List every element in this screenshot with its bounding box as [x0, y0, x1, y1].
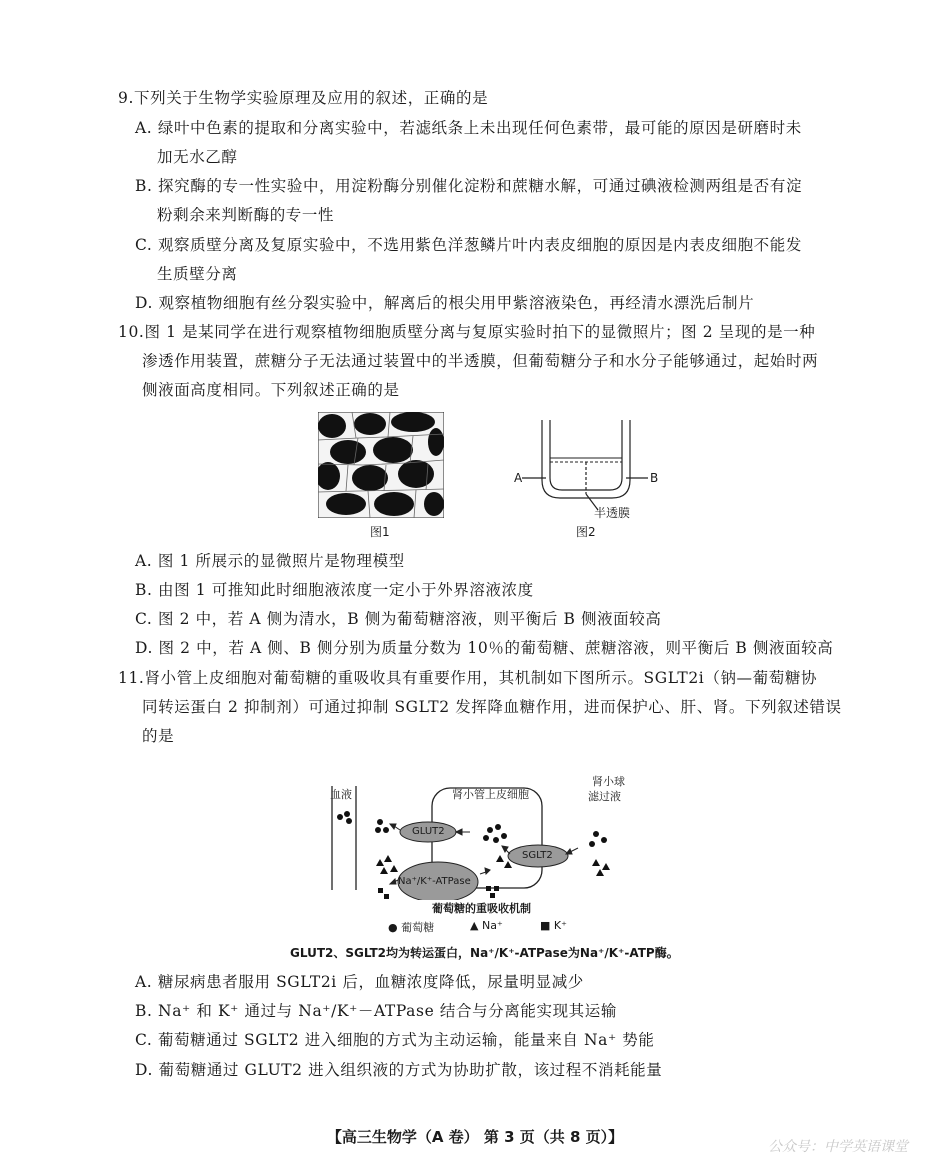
q9-option-a-line2: 加无水乙醇: [157, 148, 238, 166]
q9-option-b-line1: B. 探究酶的专一性实验中，用淀粉酶分别催化淀粉和蔗糖水解，可通过碘液检测两组是否有淀: [135, 177, 803, 195]
q9-option-d: D. 观察植物细胞有丝分裂实验中，解离后的根尖用甲紫溶液染色，再经清水漂洗后制片: [135, 294, 755, 312]
glut2-label: GLUT2: [412, 826, 445, 837]
q9-option-b-line2: 粉剩余来判断酶的专一性: [157, 206, 335, 224]
diagram-title: 葡萄糖的重吸收机制: [432, 902, 531, 915]
sglt2-label: SGLT2: [522, 850, 553, 861]
q9-option-a-line1: A. 绿叶中色素的提取和分离实验中，若滤纸条上未出现任何色素带，最可能的原因是研磨时未: [135, 119, 802, 137]
figure1-micrograph: [318, 412, 444, 518]
q11-stem-line2: 同转运蛋白 2 抑制剂）可通过抑制 SGLT2 发挥降血糖作用，进而保护心、肝、肾。下列叙述错误: [142, 698, 842, 716]
q10-stem-line1: 10.图 1 是某同学在进行观察植物细胞质壁分离与复原实验时拍下的显微照片；图 2 呈现的是一种: [118, 323, 816, 341]
pump-label: Na⁺/K⁺-ATPase: [398, 876, 471, 887]
diagram-filtrate-label-2: 滤过液: [588, 790, 621, 803]
q11-option-b: B. Na⁺ 和 K⁺ 通过与 Na⁺/K⁺－ATPase 结合与分离能实现其运输: [135, 1002, 617, 1020]
diagram-blood-label: 血液: [330, 788, 352, 801]
figure2-membrane-label: 半透膜: [594, 506, 631, 520]
figure2-label-b: B: [650, 471, 659, 485]
figure2-label-a: A: [514, 471, 523, 485]
figure2-u-tube: [512, 418, 662, 528]
legend-k: ■ K⁺: [540, 919, 567, 932]
q9-option-c-line2: 生质壁分离: [157, 265, 238, 283]
q10-option-a: A. 图 1 所展示的显微照片是物理模型: [135, 552, 405, 570]
legend-glucose-label: 葡萄糖: [401, 921, 435, 934]
figure2-caption: 图2: [576, 525, 596, 539]
q10-stem-line3: 侧液面高度相同。下列叙述正确的是: [142, 381, 400, 399]
diagram-cell-label: 肾小管上皮细胞: [452, 788, 529, 801]
q10-option-b: B. 由图 1 可推知此时细胞液浓度一定小于外界溶液浓度: [135, 581, 534, 599]
q10-stem-line2: 渗透作用装置，蔗糖分子无法通过装置中的半透膜，但葡萄糖分子和水分子能够通过，起始时两: [142, 352, 819, 370]
diagram-note: GLUT2、SGLT2均为转运蛋白，Na⁺/K⁺-ATPase为Na⁺/K⁺-ATP酶。: [290, 946, 679, 960]
q10-option-c: C. 图 2 中，若 A 侧为清水，B 侧为葡萄糖溶液，则平衡后 B 侧液面较高: [135, 610, 662, 628]
watermark: 公众号：中学英语课堂: [768, 1139, 908, 1155]
diagram-filtrate-label-1: 肾小球: [592, 775, 625, 788]
q11-stem-line3: 的是: [142, 727, 175, 745]
q11-stem-line1: 11.肾小管上皮细胞对葡萄糖的重吸收具有重要作用，其机制如下图所示。SGLT2i（钠—葡萄糖协: [118, 669, 818, 687]
figure1-caption: 图1: [370, 525, 390, 539]
q9-option-c-line1: C. 观察质壁分离及复原实验中，不选用紫色洋葱鳞片叶内表皮细胞的原因是内表皮细胞不能发: [135, 236, 802, 254]
q11-option-d: D. 葡萄糖通过 GLUT2 进入组织液的方式为协助扩散，该过程不消耗能量: [135, 1061, 663, 1079]
q10-option-d: D. 图 2 中，若 A 侧、B 侧分别为质量分数为 10％的葡萄糖、蔗糖溶液，则平衡后 B 侧液面较高: [135, 639, 834, 657]
legend-na-label: Na⁺: [481, 919, 503, 932]
page-footer: 【高三生物学（A 卷） 第 3 页（共 8 页）】: [326, 1128, 624, 1146]
q9-stem: 9.下列关于生物学实验原理及应用的叙述，正确的是: [118, 89, 489, 107]
q11-option-a: A. 糖尿病患者服用 SGLT2i 后，血糖浓度降低，尿量明显减少: [135, 973, 584, 991]
legend-na: ▲ Na⁺: [470, 919, 503, 932]
q11-option-c: C. 葡萄糖通过 SGLT2 进入细胞的方式为主动运输，能量来自 Na⁺ 势能: [135, 1031, 655, 1049]
legend-k-label: K⁺: [553, 919, 567, 932]
legend-glucose: ● 葡萄糖: [388, 921, 435, 934]
